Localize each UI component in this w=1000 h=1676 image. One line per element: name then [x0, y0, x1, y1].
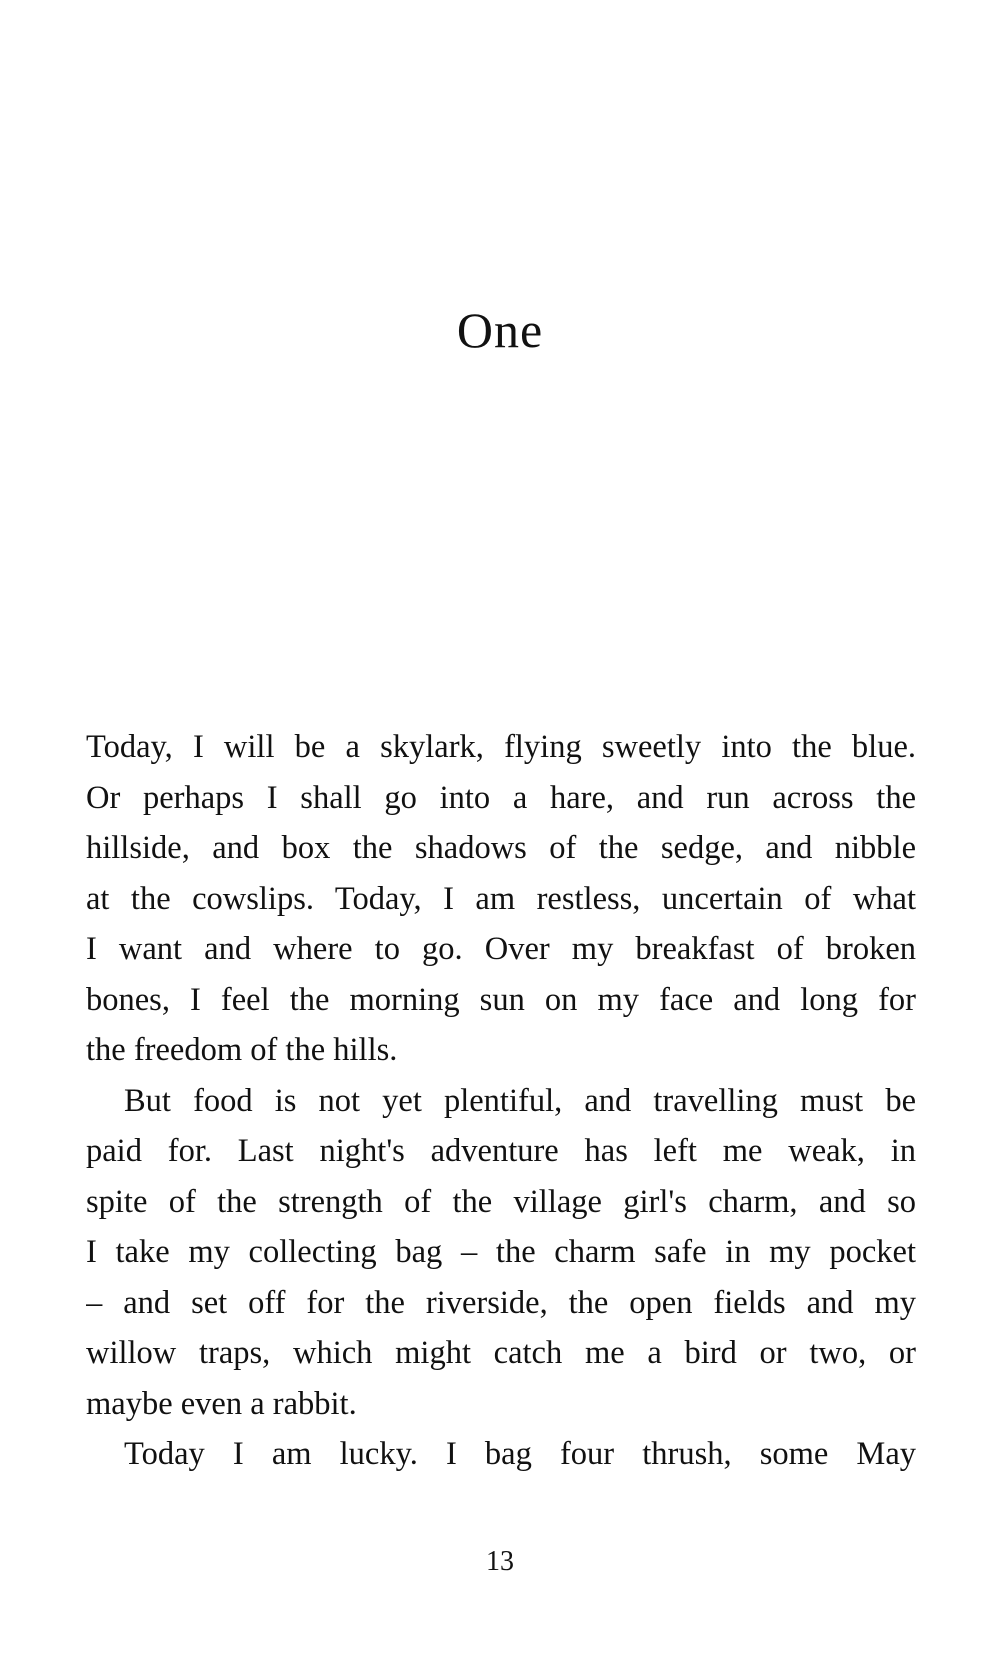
text-line: I take my collecting bag – the charm safe in my pocket — [86, 1234, 916, 1270]
text-line: Today, I will be a skylark, flying sweetly into the blue. — [86, 729, 916, 765]
text-line: at the cowslips. Today, I am restless, uncertain of what — [86, 880, 916, 917]
text-line: Today I am lucky. I bag four thrush, some May — [124, 1436, 916, 1472]
text-line: bones, I feel the morning sun on my face and long for — [86, 981, 916, 1018]
text-line: But food is not yet plentiful, and travelling must be — [124, 1082, 916, 1119]
body-text — [86, 722, 916, 1480]
text-line: the freedom of the hills. — [86, 1032, 398, 1068]
text-line: maybe even a rabbit. — [86, 1385, 357, 1422]
text-line: Or perhaps I shall go into a hare, and run across the — [86, 779, 916, 816]
text-line: willow traps, which might catch me a bird or two, or — [86, 1335, 916, 1371]
text-line: spite of the strength of the village girl's charm, and so — [86, 1183, 916, 1220]
text-line: – and set off for the riverside, the open fields and my — [86, 1284, 916, 1321]
chapter-title: One — [456, 302, 544, 358]
text-line: paid for. Last night's adventure has left me weak, in — [86, 1133, 916, 1169]
text-line: hillside, and box the shadows of the sedge, and nibble — [86, 830, 916, 866]
page-number: 13 — [486, 1546, 514, 1577]
text-line: I want and where to go. Over my breakfast of broken — [86, 931, 916, 967]
